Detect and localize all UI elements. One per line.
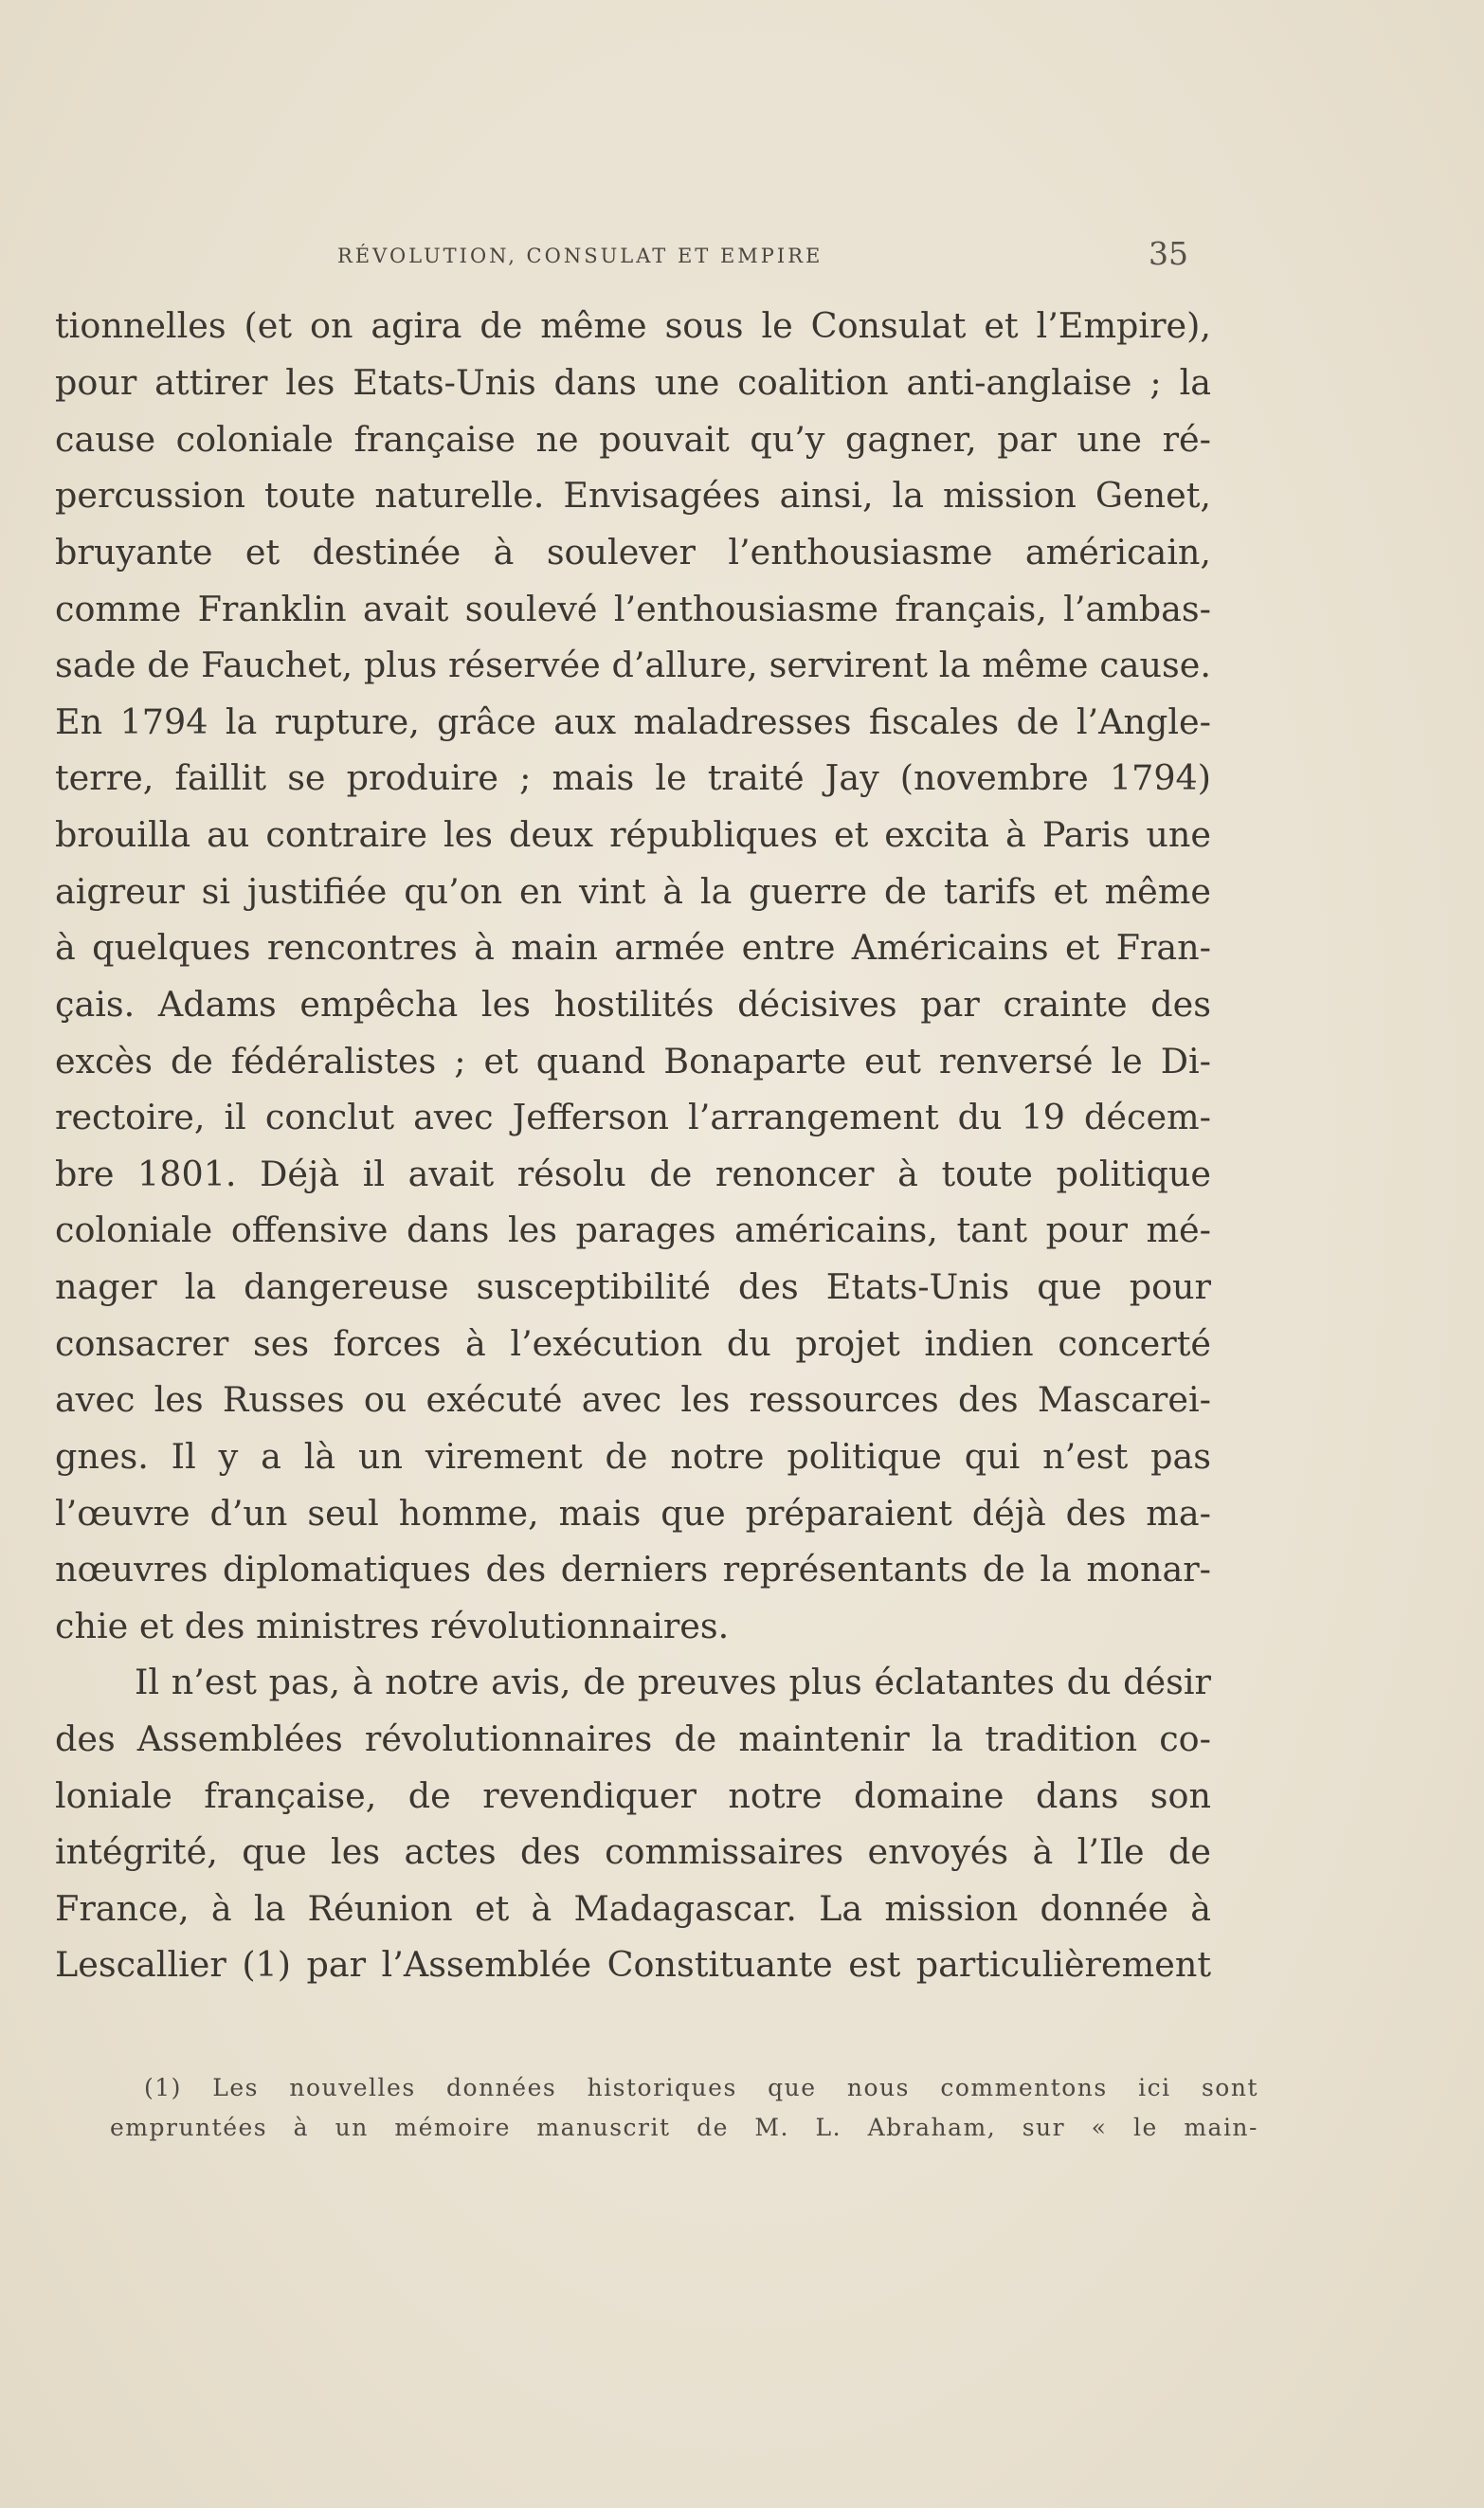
text-line: çais. Adams empêcha les hostilités décisives par crainte des xyxy=(55,984,1211,1025)
text-line: cause coloniale française ne pouvait qu’y gagner, par une ré- xyxy=(55,419,1211,460)
text-line: tionnelles (et on agira de même sous le Consulat et l’Empire), xyxy=(55,305,1211,346)
text-line: à quelques rencontres à main armée entre Américains et Fran- xyxy=(55,927,1211,968)
text-line: avec les Russes ou exécuté avec les ressources des Mascarei- xyxy=(55,1379,1211,1420)
text-line: percussion toute naturelle. Envisagées ainsi, la mission Genet, xyxy=(55,475,1211,516)
running-title: RÉVOLUTION, CONSULAT ET EMPIRE xyxy=(337,245,823,267)
text-line: brouilla au contraire les deux républiques et excita à Paris une xyxy=(55,814,1211,855)
footnote-line: empruntées à un mémoire manuscrit de M. L. Abraham, sur « le main- xyxy=(110,2114,1258,2141)
footnote-line: (1) Les nouvelles données historiques que nous commentons ici sont xyxy=(144,2074,1258,2101)
text-line: des Assemblées révolutionnaires de maintenir la tradition co- xyxy=(55,1718,1211,1759)
text-line: pour attirer les Etats-Unis dans une coalition anti-anglaise ; la xyxy=(55,362,1211,403)
text-line: bruyante et destinée à soulever l’enthousiasme américain, xyxy=(55,532,1211,572)
text-line: l’œuvre d’un seul homme, mais que préparaient déjà des ma- xyxy=(55,1493,1211,1534)
text-line: intégrité, que les actes des commissaires envoyés à l’Ile de xyxy=(55,1831,1211,1872)
text-line: nœuvres diplomatiques des derniers représentants de la monar- xyxy=(55,1549,1211,1590)
page-number: 35 xyxy=(1149,235,1188,272)
text-line: En 1794 la rupture, grâce aux maladresses fiscales de l’Angle- xyxy=(55,701,1211,742)
text-line: nager la dangereuse susceptibilité des Etats-Unis que pour xyxy=(55,1266,1211,1307)
text-line: rectoire, il conclut avec Jefferson l’arrangement du 19 décem- xyxy=(55,1097,1211,1137)
text-line: gnes. Il y a là un virement de notre politique qui n’est pas xyxy=(55,1436,1211,1477)
text-line: comme Franklin avait soulevé l’enthousiasme français, l’ambas- xyxy=(55,589,1211,629)
text-line: chie et des ministres révolutionnaires. xyxy=(55,1606,730,1646)
text-line: bre 1801. Déjà il avait résolu de renoncer à toute politique xyxy=(55,1154,1211,1194)
text-line: France, à la Réunion et à Madagascar. La mission donnée à xyxy=(55,1888,1211,1929)
text-line: loniale française, de revendiquer notre domaine dans son xyxy=(55,1775,1211,1816)
text-line: aigreur si justifiée qu’on en vint à la guerre de tarifs et même xyxy=(55,871,1211,912)
text-line: sade de Fauchet, plus réservée d’allure, servirent la même cause. xyxy=(55,645,1211,685)
text-line: excès de fédéralistes ; et quand Bonaparte eut renversé le Di- xyxy=(55,1041,1211,1081)
running-header xyxy=(55,235,1230,273)
text-line: Lescallier (1) par l’Assemblée Constituante est particulièrement xyxy=(55,1944,1211,1985)
paragraph-first-line: Il n’est pas, à notre avis, de preuves plus éclatantes du désir xyxy=(135,1662,1211,1702)
text-line: coloniale offensive dans les parages américains, tant pour mé- xyxy=(55,1209,1211,1250)
text-line: consacrer ses forces à l’exécution du projet indien concerté xyxy=(55,1323,1211,1364)
text-line: terre, faillit se produire ; mais le traité Jay (novembre 1794) xyxy=(55,757,1211,798)
